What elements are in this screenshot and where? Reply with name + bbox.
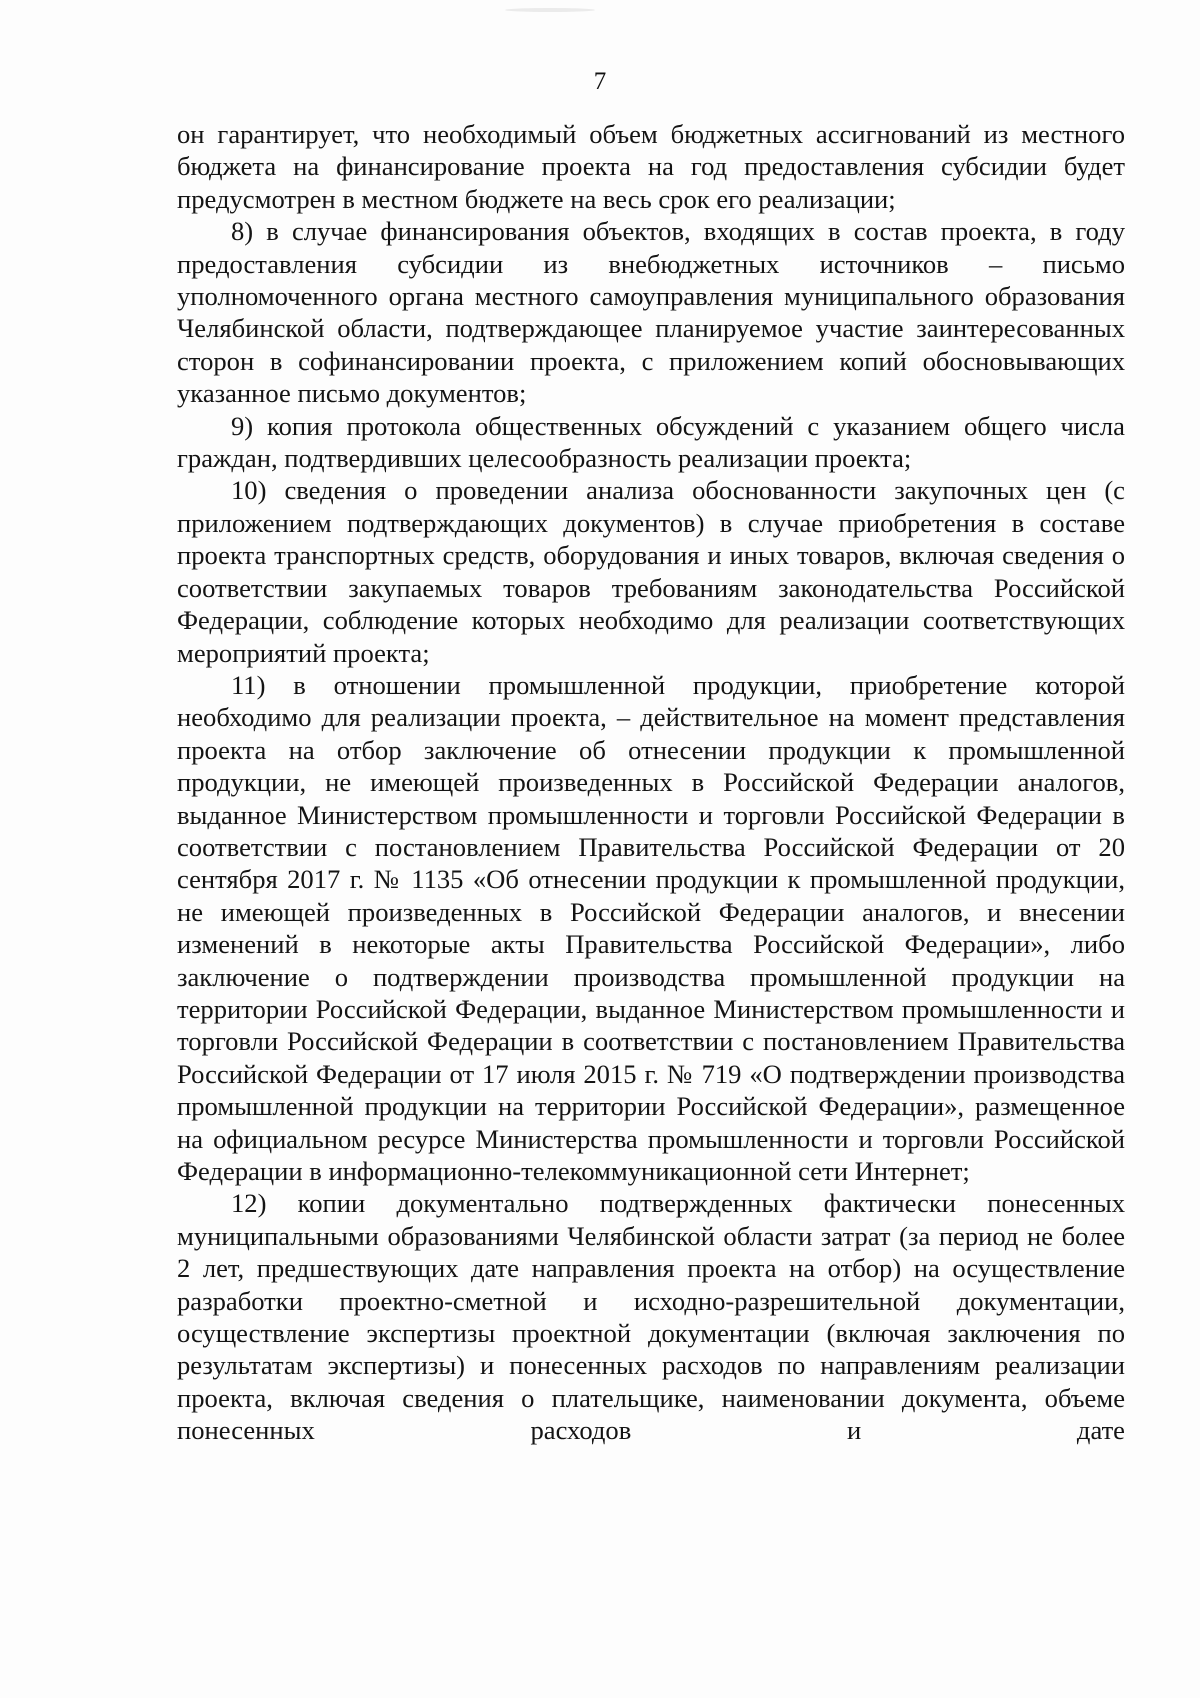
paragraph-item-10: 10) сведения о проведении анализа обоснованности закупочных цен (с приложением подтверждающих документов) в случае приобретения в составе проекта транспортных средств, оборудования и иных товаров, включая сведения о соответствии закупаемых товаров требованиям законодательства Российской Федерации, соблюдение которых необходимо для реализации соответствующих мероприятий проекта; (177, 475, 1125, 668)
paragraph-continuation: он гарантирует, что необходимый объем бюджетных ассигнований из местного бюджета на финансирование проекта на год предоставления субсидии будет предусмотрен в местном бюджете на весь срок его реализации; (177, 119, 1125, 214)
document-body (177, 118, 1125, 1447)
paragraph-item-8: 8) в случае финансирования объектов, входящих в состав проекта, в году предоставления субсидии из внебюджетных источников – письмо уполномоченного органа местного самоуправления муниципального образования Челябинской области, подтверждающее планируемое участие заинтересованных сторон в софинансировании проекта, с приложением копий обосновывающих указанное письмо документов; (177, 216, 1125, 409)
paragraph-item-11: 11) в отношении промышленной продукции, приобретение которой необходимо для реализации проекта, – действительное на момент представления проекта на отбор заключение об отнесении продукции к промышленной продукции, не имеющей произведенных в Российской Федерации аналогов, выданное Министерством промышленности и торговли Российской Федерации в соответствии с постановлением Правительства Российской Федерации от 20 сентября 2017 г. № 1135 «Об отнесении продукции к промышленной продукции, не имеющей произведенных в Российской Федерации аналогов, и внесении изменений в некоторые акты Правительства Российской Федерации», либо заключение о подтверждении производства промышленной продукции на территории Российской Федерации, выданное Министерством промышленности и торговли Российской Федерации в соответствии с постановлением Правительства Российской Федерации от 17 июля 2015 г. № 719 «О подтверждении производства промышленной продукции на территории Российской Федерации», размещенное на официальном ресурсе Министерства промышленности и торговли Российской Федерации в информационно-телекоммуникационной сети Интернет; (177, 669, 1125, 1186)
paragraph-item-9: 9) копия протокола общественных обсуждений с указанием общего числа граждан, подтвердивших целесообразность реализации проекта; (177, 410, 1125, 474)
page-number: 7 (593, 68, 607, 95)
scan-speck (505, 8, 595, 12)
paragraph-item-12: 12) копии документально подтвержденных фактически понесенных муниципальными образованиями Челябинской области затрат (за период не более 2 лет, предшествующих дате направления проекта на отбор) на осуществление разработки проектно-сметной и исходно-разрешительной документации, осуществление экспертизы проектной документации (включая заключения по результатам экспертизы) и понесенных расходов по направлениям реализации проекта, включая сведения о плательщике, наименовании документа, объеме понесенных расходов и дате (177, 1188, 1125, 1446)
